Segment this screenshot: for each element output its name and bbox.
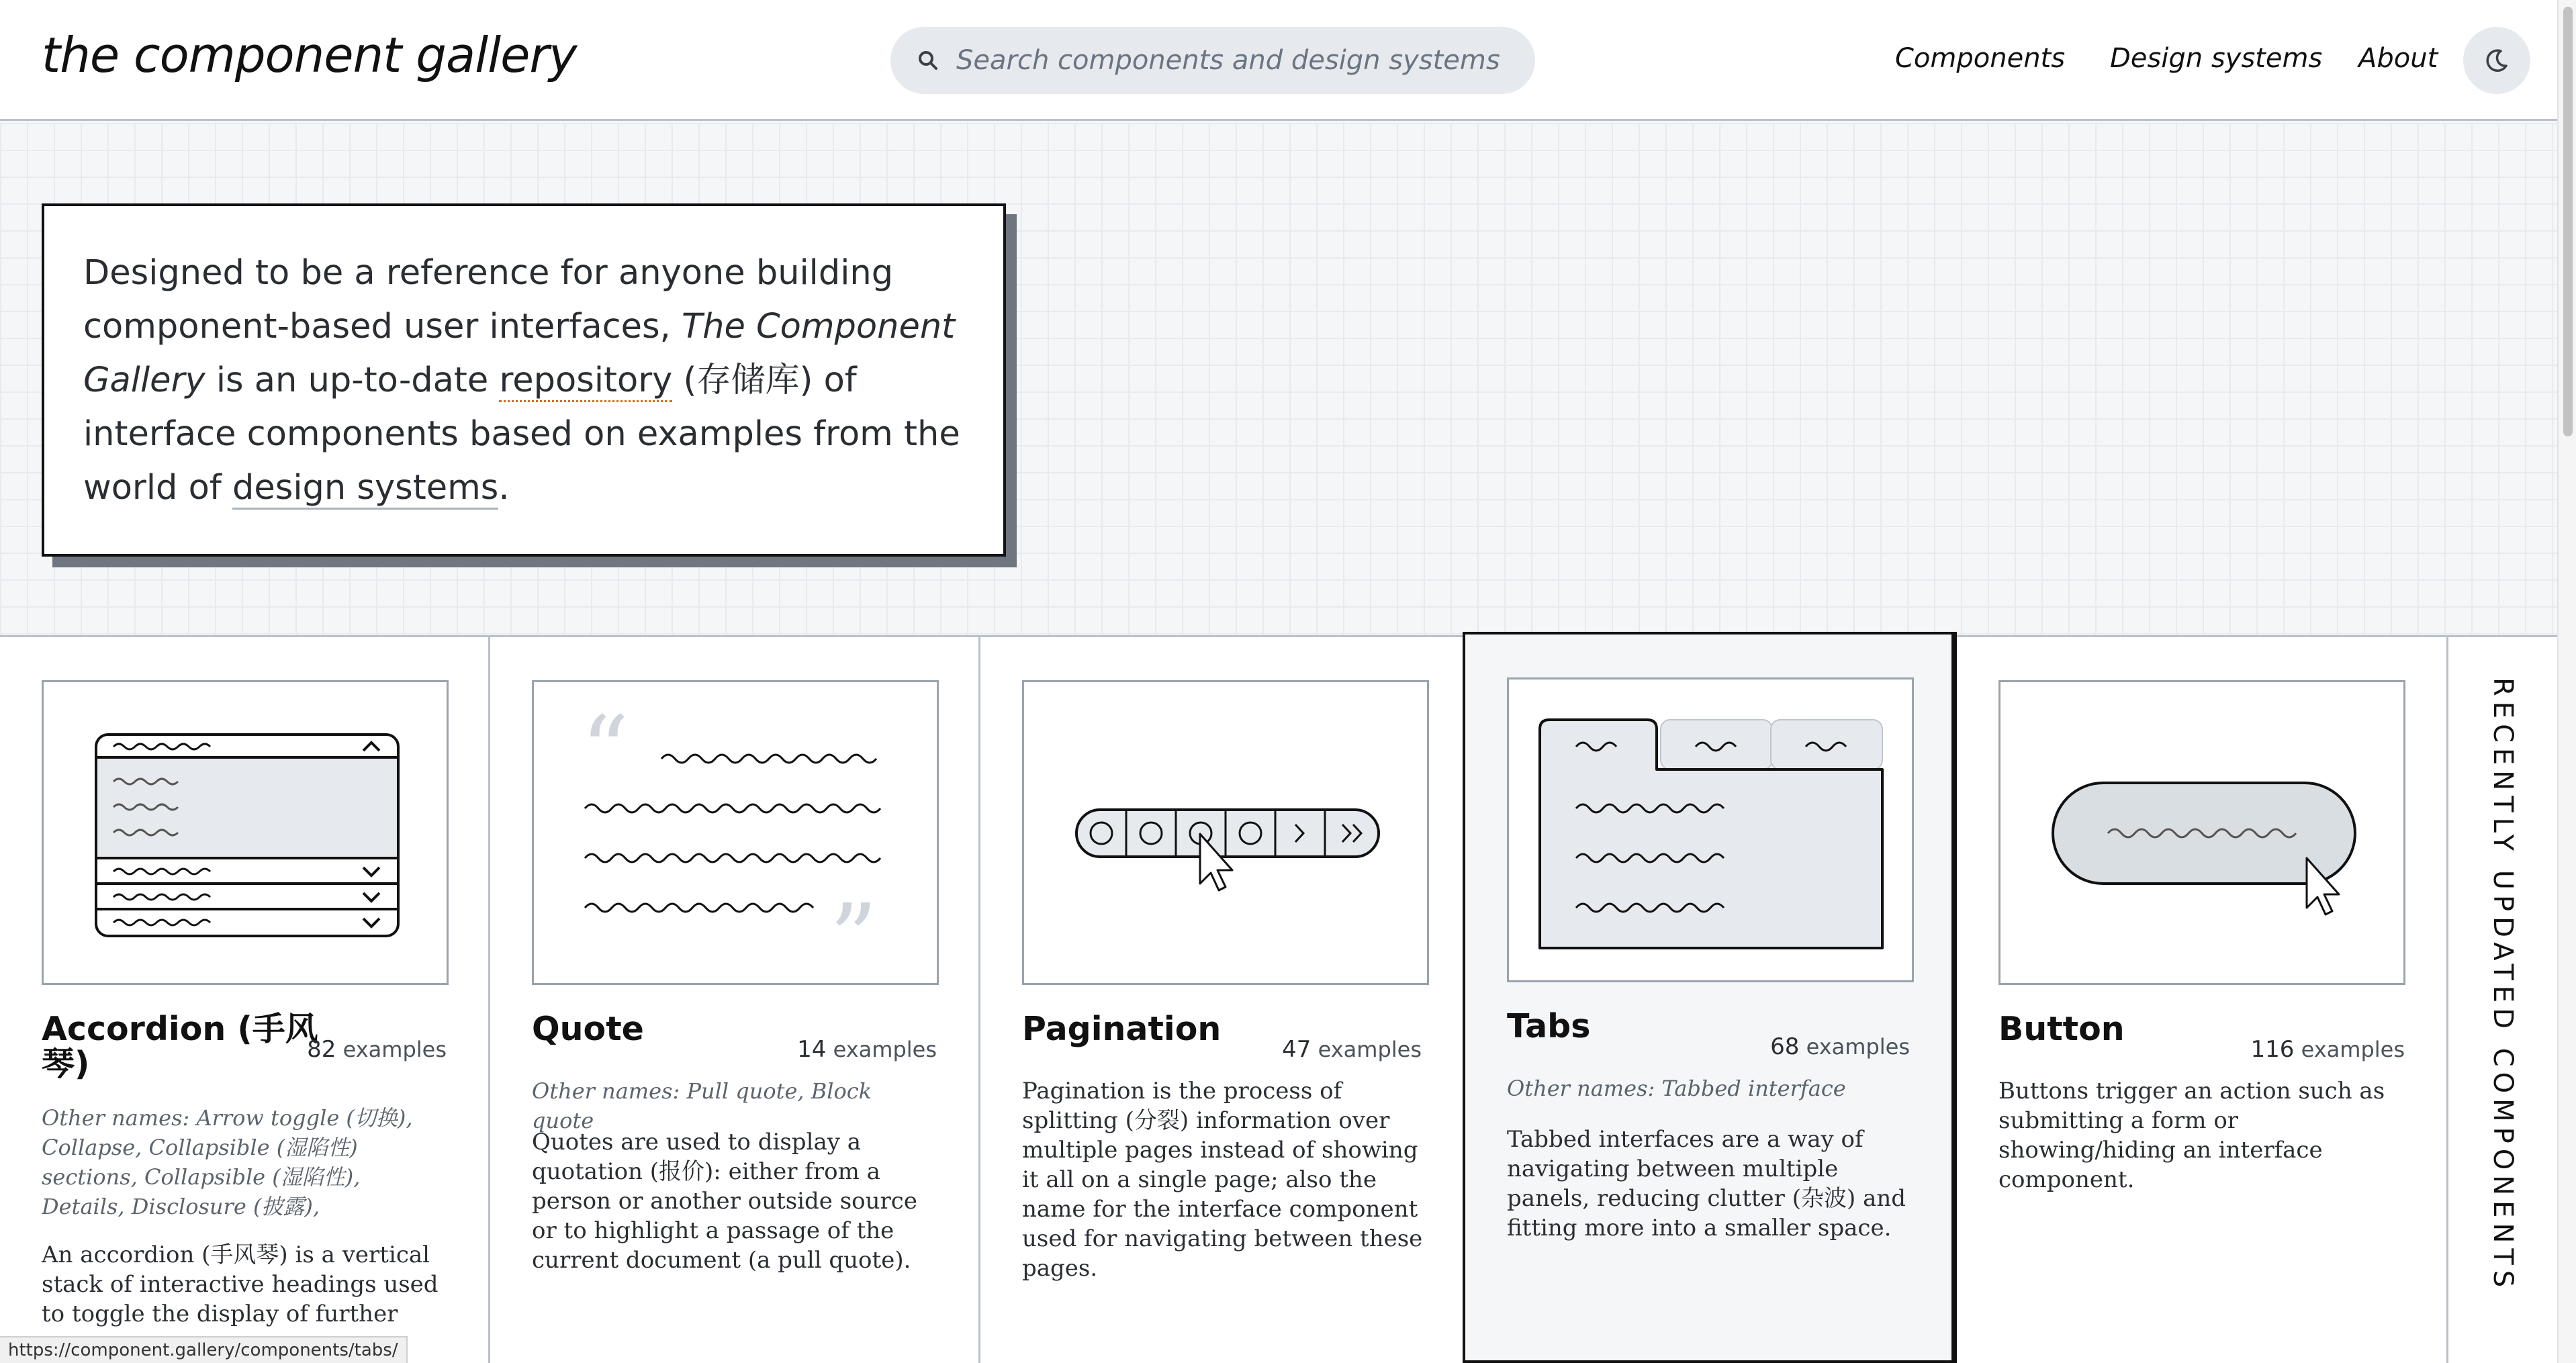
count-value: 116 xyxy=(2250,1036,2295,1063)
card-count xyxy=(307,1036,447,1063)
search-icon xyxy=(916,48,940,73)
card-title: Pagination xyxy=(1022,1010,1222,1048)
site-header xyxy=(0,0,2557,121)
theme-toggle-button[interactable] xyxy=(2463,27,2530,94)
count-value: 14 xyxy=(797,1036,827,1063)
intro-box xyxy=(42,203,1006,557)
svg-text:“: “ xyxy=(581,696,629,806)
card-title: Quote xyxy=(532,1010,644,1048)
repository-gloss: (存储库) xyxy=(672,361,813,400)
design-systems-link[interactable]: design systems xyxy=(232,468,498,510)
nav-components[interactable]: Components xyxy=(1895,43,2066,74)
intro-period: . xyxy=(498,468,510,508)
hero-section xyxy=(0,123,2557,637)
recent-components-row xyxy=(0,637,2557,1363)
accordion-illustration xyxy=(42,680,449,985)
svg-text:”: ” xyxy=(829,884,878,987)
component-card-quote[interactable] xyxy=(490,637,980,1363)
component-card-button[interactable] xyxy=(1957,637,2448,1363)
count-label: examples xyxy=(833,1037,937,1062)
card-description: Buttons trigger an action such as submitting a form or showing/hiding an interface component. xyxy=(1998,1078,2385,1193)
tabs-illustration xyxy=(1507,677,1914,982)
card-description: Pagination is the process of splitting (分裂) information over multiple pages instead of showing it all on a single page; also the name for the interface component used for navigating between these pages. xyxy=(1022,1078,1423,1282)
card-title: Accordion (手风琴) xyxy=(42,1010,318,1083)
component-card-accordion[interactable] xyxy=(0,637,490,1363)
button-illustration xyxy=(1998,680,2405,985)
card-title: Tabs xyxy=(1507,1007,1591,1045)
count-value: 68 xyxy=(1770,1033,1800,1060)
intro-text: Designed to be a reference for anyone building component-based user interfaces, xyxy=(83,253,894,346)
search-box[interactable] xyxy=(890,27,1535,94)
intro-italic: The Component Gallery xyxy=(83,307,956,400)
count-label: examples xyxy=(1318,1037,1422,1062)
card-title: Button xyxy=(1998,1010,2125,1048)
count-value: 47 xyxy=(1282,1036,1312,1063)
search-input[interactable] xyxy=(956,27,1520,94)
page-scrollbar[interactable] xyxy=(2557,0,2576,1363)
card-count xyxy=(1282,1036,1422,1063)
card-aliases: Other names: Pull quote, Block quote xyxy=(532,1078,872,1133)
count-label: examples xyxy=(342,1037,447,1062)
card-count xyxy=(1770,1033,1910,1060)
nav-about[interactable]: About xyxy=(2358,43,2438,74)
count-label: examples xyxy=(2301,1037,2405,1062)
intro-text-3: of interface components based on examples from the world of xyxy=(83,361,960,508)
card-count xyxy=(2251,1036,2405,1063)
card-aliases: Other names: Arrow toggle (切换), Collapse, Collapsible (湿陷性) sections, Collapsible (湿陷性), Details, Disclosure (披露), xyxy=(42,1105,413,1219)
card-count xyxy=(797,1036,937,1063)
repository-link[interactable]: repository xyxy=(499,361,672,402)
count-label: examples xyxy=(1806,1034,1910,1060)
component-card-tabs[interactable] xyxy=(1463,632,1957,1363)
scrollbar-thumb[interactable] xyxy=(2563,7,2573,436)
card-description: An accordion (手风琴) is a vertical stack of interactive headings used to toggle the display of further xyxy=(42,1241,439,1327)
link-preview-status-bar: https://component.gallery/components/tabs/ xyxy=(0,1336,408,1363)
nav-design-systems[interactable]: Design systems xyxy=(2110,43,2323,74)
recently-updated-text: RECENTLY UPDATED COMPONENTS xyxy=(2487,677,2518,1293)
intro-text-2: is an up-to-date xyxy=(205,361,500,400)
count-value: 82 xyxy=(307,1036,336,1063)
quote-illustration xyxy=(532,680,939,985)
card-description: Tabbed interfaces are a way of navigating between multiple panels, reducing clutter (杂波) and fitting more into a smaller space. xyxy=(1507,1126,1906,1241)
recently-updated-label xyxy=(2448,637,2557,1363)
component-card-pagination[interactable] xyxy=(980,637,1465,1363)
card-description: Quotes are used to display a quotation (报价): either from a person or another outside source or to highlight a passage of the current document (a pull quote). xyxy=(532,1129,917,1274)
pagination-illustration xyxy=(1022,680,1429,985)
site-logo-link[interactable]: the component gallery xyxy=(42,27,577,83)
card-aliases: Other names: Tabbed interface xyxy=(1507,1076,1846,1101)
moon-icon xyxy=(2483,47,2510,74)
